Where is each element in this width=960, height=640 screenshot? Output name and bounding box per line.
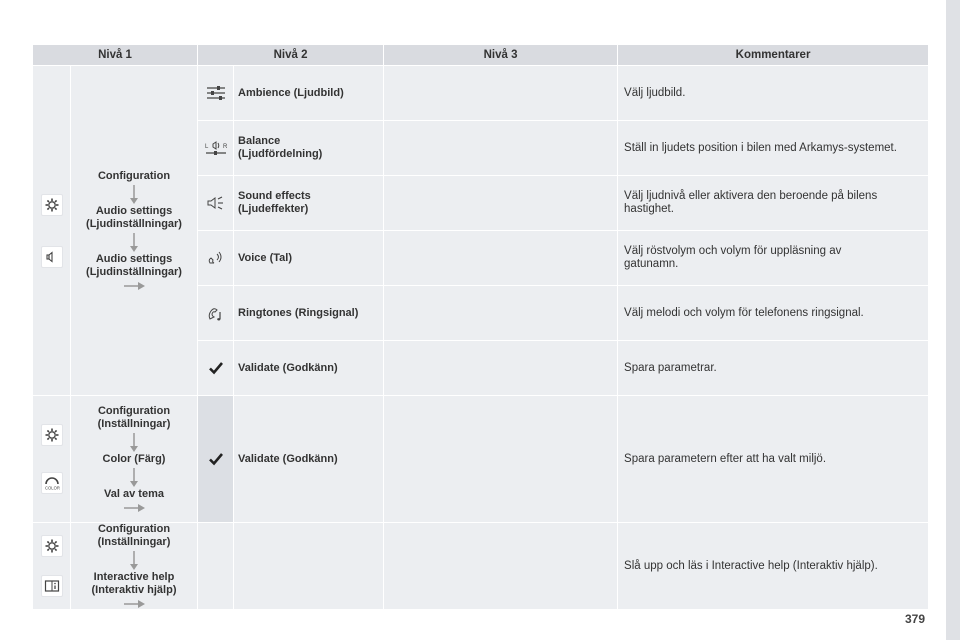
option-label: Balance (Ljudfördelning) [234, 121, 384, 176]
level2-path-audio [71, 66, 198, 396]
level3-empty [384, 341, 618, 396]
speaker-icon [41, 246, 63, 268]
arrow-right-icon [122, 599, 146, 609]
arrow-down-icon [126, 231, 142, 253]
option-label-empty [234, 523, 384, 610]
option-label: Sound effects (Ljudeffekter) [234, 176, 384, 231]
level2-audio-settings-label: Audio settings (Ljudinställningar) [86, 205, 182, 230]
comment-cell: Välj ljudnivå eller aktivera den beroende på bilens hastighet. [618, 176, 929, 231]
arrow-right-icon [122, 281, 146, 291]
option-icon-cell [198, 396, 234, 523]
header-level2: Nivå 2 [198, 45, 384, 66]
svg-text:COLOR: COLOR [44, 485, 60, 491]
option-icon-cell [198, 286, 234, 341]
comment-cell: Välj ljudbild. [618, 66, 929, 121]
table-row [33, 66, 929, 121]
settings-table [32, 44, 929, 610]
level2-color-label: Color (Färg) [102, 453, 166, 465]
checkmark-icon [208, 451, 224, 467]
level3-empty [384, 66, 618, 121]
arrow-down-icon [126, 431, 142, 453]
level2-path-color [71, 396, 198, 523]
color-theme-icon [41, 472, 63, 494]
header-comments: Kommentarer [618, 45, 929, 66]
settings-gear-icon [41, 424, 63, 446]
page-number: 379 [905, 612, 926, 626]
option-label: Validate (Godkänn) [234, 396, 384, 523]
svg-text:L: L [204, 144, 208, 150]
checkmark-icon [208, 360, 224, 376]
level2-help-label: Interactive help (Interaktiv hjälp) [91, 571, 177, 596]
equalizer-icon [205, 84, 227, 102]
level1-icons-cell [33, 523, 71, 610]
option-icon-cell [198, 341, 234, 396]
arrow-down-icon [126, 549, 142, 571]
level1-icons-cell [33, 66, 71, 396]
level2-configuration-label: Configuration (Inställningar) [97, 523, 171, 548]
level3-empty [384, 231, 618, 286]
help-book-icon [41, 575, 63, 597]
settings-gear-icon [41, 194, 63, 216]
header-level1: Nivå 1 [33, 45, 198, 66]
level2-audio-settings-label-2: Audio settings (Ljudinställningar) [86, 253, 182, 278]
option-label: Ambience (Ljudbild) [234, 66, 384, 121]
ringtone-icon [206, 303, 226, 323]
comment-cell: Spara parametern efter att ha valt miljö. [618, 396, 929, 523]
level2-configuration-label: Configuration (Inställningar) [97, 405, 171, 430]
level3-empty [384, 121, 618, 176]
level3-empty [384, 176, 618, 231]
level2-path-help [71, 523, 198, 610]
option-label: Voice (Tal) [234, 231, 384, 286]
page-edge-tab [946, 0, 960, 640]
level2-theme-label: Val av tema [104, 488, 164, 500]
option-icon-cell [198, 66, 234, 121]
sound-effects-icon [205, 194, 227, 212]
option-label: Validate (Godkänn) [234, 341, 384, 396]
arrow-down-icon [126, 183, 142, 205]
arrow-down-icon [126, 466, 142, 488]
arrow-right-icon [122, 503, 146, 513]
table-row [33, 523, 929, 610]
comment-cell: Välj melodi och volym för telefonens ringsignal. [618, 286, 929, 341]
table-row [33, 396, 929, 523]
option-icon-cell [198, 231, 234, 286]
level2-configuration-label: Configuration [97, 170, 171, 182]
comment-cell: Välj röstvolym och volym för uppläsning av gatunamn. [618, 231, 929, 286]
level3-empty [384, 396, 618, 523]
level3-empty [384, 523, 618, 610]
comment-cell: Slå upp och läs i Interactive help (Interaktiv hjälp). [618, 523, 929, 610]
table-header-row [33, 45, 929, 66]
comment-cell: Spara parametrar. [618, 341, 929, 396]
option-icon-cell [198, 121, 234, 176]
voice-icon [206, 248, 226, 268]
option-icon-cell [198, 176, 234, 231]
balance-speaker-icon [204, 139, 228, 157]
option-icon-empty [198, 523, 234, 610]
svg-text:R: R [222, 144, 227, 150]
level1-icons-cell [33, 396, 71, 523]
option-label: Ringtones (Ringsignal) [234, 286, 384, 341]
header-level3: Nivå 3 [384, 45, 618, 66]
comment-cell: Ställ in ljudets position i bilen med Arkamys-systemet. [618, 121, 929, 176]
settings-gear-icon [41, 535, 63, 557]
level3-empty [384, 286, 618, 341]
